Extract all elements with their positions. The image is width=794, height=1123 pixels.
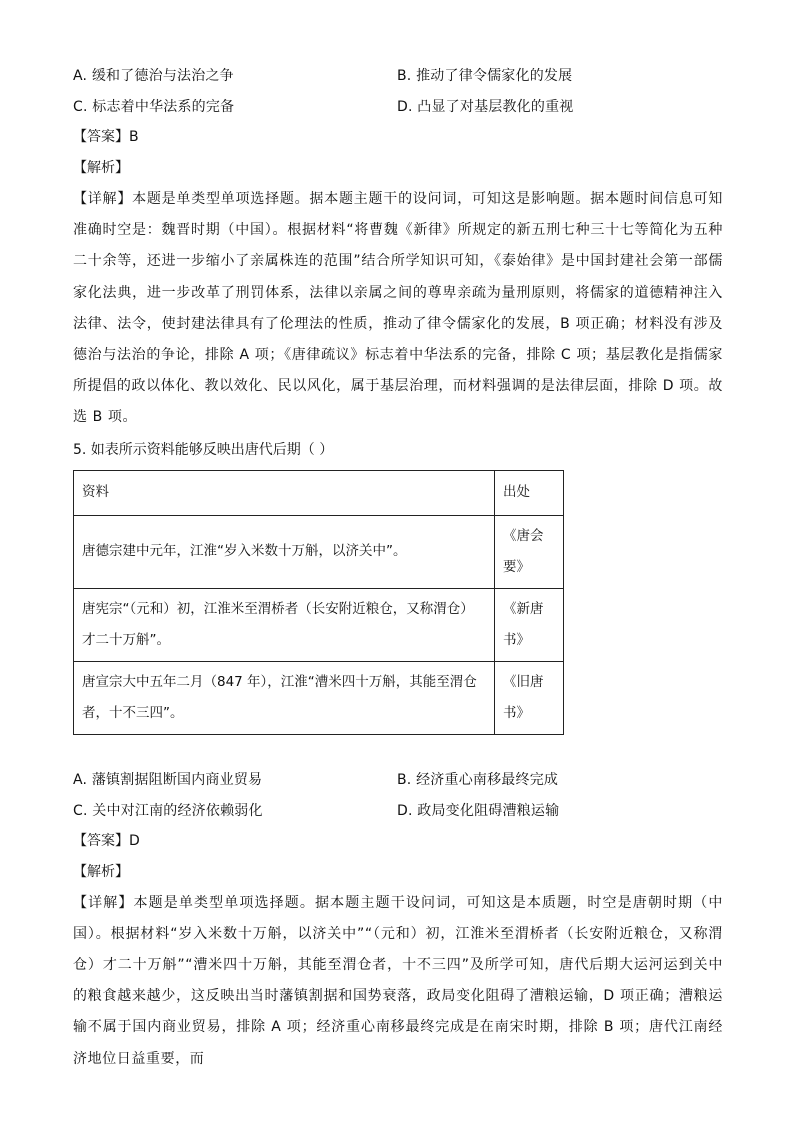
q5-options-row-2: [73, 795, 723, 826]
q4-options-row-2: [73, 91, 723, 122]
q5-options-row-1: [73, 764, 723, 795]
q4-analysis-label: 【解析】: [73, 160, 129, 176]
table-cell-source: 唐宣宗大中五年二月（847 年），江淮“漕米四十万斛，其能至渭仓者，十不三四”。: [74, 661, 495, 734]
q5-answer: 【答案】D: [73, 832, 140, 849]
table-header-source-text: 资料: [74, 470, 495, 515]
q4-option-a: A. 缓和了德治与法治之争: [73, 68, 234, 84]
document-page: [73, 60, 723, 1075]
table-header-origin: 出处: [495, 470, 564, 515]
q4-option-b: B. 推动了律令儒家化的发展: [397, 68, 573, 84]
q4-detail: 【详解】本题是单类型单项选择题。据本题主题干的设问词，可知这是影响题。据本题时间信息可知准确时空是：魏晋时期（中国）。根据材料“将曹魏《新律》所规定的新五刑七种三十七等简化为五种二十余等，还进一步缩小了亲属株连的范围”结合所学知识可知，《泰始律》是中国封建社会第一部儒家化法典，进一步改革了刑罚体系，法律以亲属之间的尊卑亲疏为量刑原则，将儒家的道德精神注入法律、法令，使封建法律具有了伦理法的性质，推动了律令儒家化的发展，B 项正确；材料没有涉及德治与法治的争论，排除 A 项；《唐律疏议》标志着中华法系的完备，排除 C 项；基层教化是指儒家所提倡的政以体化、教以效化、民以风化，属于基层治理，而材料强调的是法律层面，排除 D 项。故选 B 项。: [73, 191, 723, 426]
table-cell-origin: 《新唐书》: [495, 588, 564, 661]
q5-table: [73, 470, 564, 735]
q4-option-c: C. 标志着中华法系的完备: [73, 99, 235, 115]
q5-analysis-label: 【解析】: [73, 863, 129, 880]
table-row: [74, 515, 564, 588]
table-cell-origin: 《唐会要》: [495, 515, 564, 588]
table-cell-origin: 《旧唐书》: [495, 661, 564, 734]
q5-option-c: C. 关中对江南的经济依赖弱化: [73, 802, 263, 819]
q4-answer: 【答案】B: [73, 129, 139, 145]
q5-title: 5. 如表所示资料能够反映出唐代后期（ ）: [73, 441, 334, 458]
table-row: [74, 588, 564, 661]
table-row: [74, 661, 564, 734]
table-cell-source: 唐德宗建中元年，江淮“岁入米数十万斛，以济关中”。: [74, 515, 495, 588]
q4-option-d: D. 凸显了对基层教化的重视: [397, 99, 574, 115]
q5-detail: 【详解】本题是单类型单项选择题。据本题主题干设问词，可知这是本质题，时空是唐朝时期（中国）。根据材料“岁入米数十万斛，以济关中”“（元和）初，江淮米至渭桥者（长安附近粮仓，又称渭仓）才二十万斛”“漕米四十万斛，其能至渭仓者，十不三四”及所学可知，唐代后期大运河运到关中的粮食越来越少，这反映出当时藩镇割据和国势衰落，政局变化阻碍了漕粮运输，D 项正确；漕粮运输不属于国内商业贸易，排除 A 项；经济重心南移最终完成是在南宋时期，排除 B 项；唐代江南经济地位日益重要，而: [73, 894, 723, 1067]
table-header-row: [74, 470, 564, 515]
q5-option-d: D. 政局变化阻碍漕粮运输: [397, 802, 560, 819]
table-cell-source: 唐宪宗“（元和）初，江淮米至渭桥者（长安附近粮仓，又称渭仓）才二十万斛”。: [74, 588, 495, 661]
q5-option-b: B. 经济重心南移最终完成: [397, 771, 559, 788]
q5-option-a: A. 藩镇割据阻断国内商业贸易: [73, 771, 263, 788]
q4-options-row-1: [73, 60, 723, 91]
